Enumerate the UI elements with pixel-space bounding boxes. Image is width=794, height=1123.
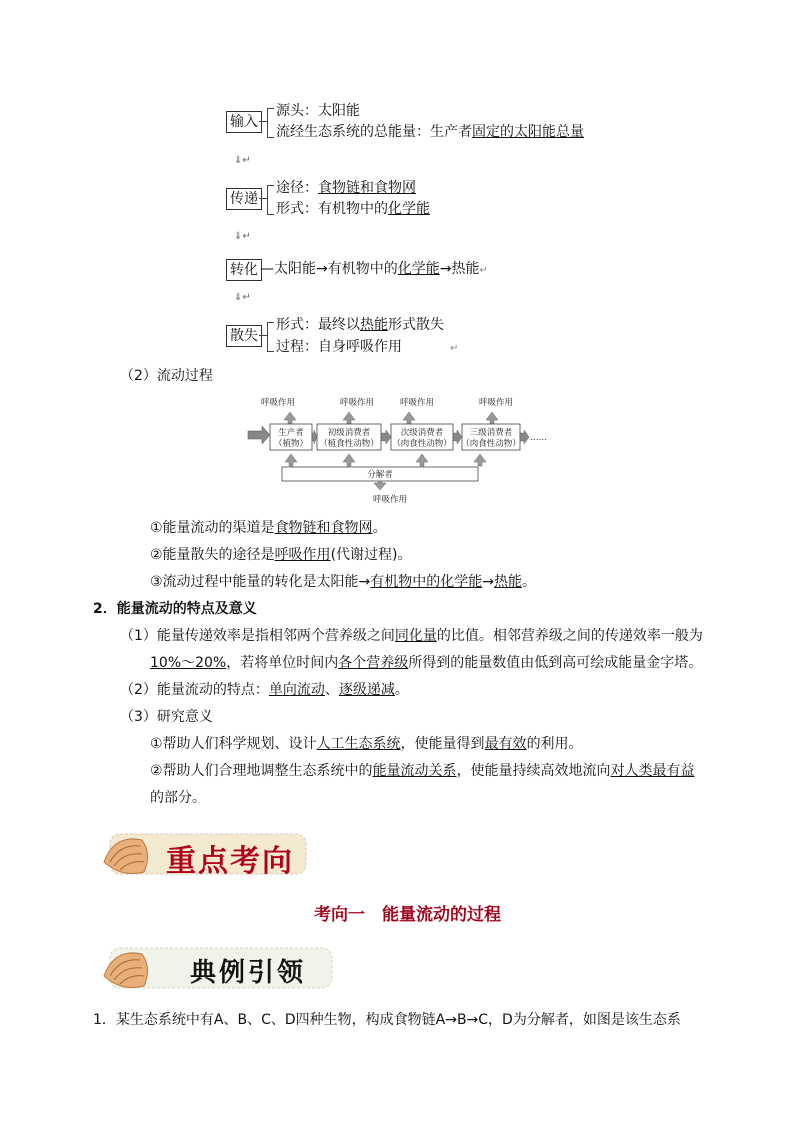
topic-1-title: 考向一 能量流动的过程 xyxy=(314,905,501,925)
up-arrow-icon xyxy=(343,412,355,424)
node-2-line1: 初级消费者 xyxy=(327,428,371,438)
node-1-line1: 生产者 xyxy=(278,428,304,438)
example-title: 典例引领 xyxy=(190,958,307,988)
energy-flow-diagram xyxy=(240,392,550,510)
down-arrow-icon: ⇓↵ xyxy=(234,231,251,242)
loss-box: 散失 xyxy=(226,325,262,347)
respiration-label-bottom: 呼吸作用 xyxy=(372,495,408,505)
node-4-line2: （肉食性动物） xyxy=(461,439,521,449)
respiration-label-1: 呼吸作用 xyxy=(260,398,296,408)
flow-section-title: （2）流动过程 xyxy=(120,368,213,384)
flow-point-2: ②能量散失的途径是呼吸作用(代谢过程)。 xyxy=(150,547,412,563)
up-arrow-icon xyxy=(403,412,415,424)
node-4-line1: 三级消费者 xyxy=(469,428,513,438)
example-banner xyxy=(100,942,336,994)
transfer-box: 传递 xyxy=(226,188,262,210)
input-line2: 流经生态系统的总能量：生产者固定的太阳能总量 xyxy=(276,124,584,140)
respiration-label-4: 呼吸作用 xyxy=(478,398,514,408)
item-2: （2）能量流动的特点：单向流动、逐级递减。 xyxy=(120,682,409,698)
input-line1: 源头：太阳能 xyxy=(276,103,360,119)
down-arrow-icon xyxy=(374,482,386,490)
down-arrow-icon: ⇓↵ xyxy=(234,292,251,303)
transfer-line1: 途径：食物链和食物网 xyxy=(276,180,416,196)
node-3-line1: 次级消费者 xyxy=(400,428,444,438)
transform-line: —太阳能→有机物中的化学能→热能↵ xyxy=(260,261,488,277)
item-1-line1: （1）能量传递效率是指相邻两个营养级之间同化量的比值。相邻营养级之间的传递效率一般为 xyxy=(120,628,703,644)
down-arrow-icon xyxy=(285,454,297,466)
node-2-line2: （植食性动物） xyxy=(319,439,379,449)
transform-box: 转化 xyxy=(226,259,262,281)
key-direction-title: 重点考向 xyxy=(166,844,294,879)
loss-line1: 形式：最终以热能形式散失 xyxy=(276,317,444,333)
item-1-line2: 10%～20%，若将单位时间内各个营养级所得到的能量数值由低到高可绘成能量金字塔。 xyxy=(150,655,703,671)
respiration-label-2: 呼吸作用 xyxy=(339,398,375,408)
respiration-label-3: 呼吸作用 xyxy=(399,398,435,408)
down-arrow-icon xyxy=(474,454,486,466)
transfer-line2: 形式：有机物中的化学能 xyxy=(276,201,430,217)
up-arrow-icon xyxy=(486,412,498,424)
down-arrow-icon xyxy=(416,454,428,466)
flow-point-1: ①能量流动的渠道是食物链和食物网。 xyxy=(150,520,387,536)
item-3: （3）研究意义 xyxy=(120,709,213,725)
down-arrow-icon: ⇓↵ xyxy=(234,155,251,166)
input-box: 输入 xyxy=(226,111,262,133)
sunlight-entry-arrow xyxy=(248,426,270,444)
node-1-line2: （植物） xyxy=(273,439,309,449)
key-direction-banner xyxy=(100,828,310,880)
flow-point-3: ③流动过程中能量的转化是太阳能→有机物中的化学能→热能。 xyxy=(150,574,537,590)
section-2-heading: 2．能量流动的特点及意义 xyxy=(93,601,257,617)
right-arrow-icon xyxy=(381,430,391,444)
right-arrow-icon xyxy=(312,430,317,444)
up-arrow-icon xyxy=(284,412,296,424)
node-3-line2: （肉食性动物） xyxy=(392,439,452,449)
right-arrow-icon xyxy=(520,430,529,444)
meaning-2-line1: ②帮助人们合理地调整生态系统中的能量流动关系，使能量持续高效地流向对人类最有益 xyxy=(150,763,695,779)
meaning-2-line2: 的部分。 xyxy=(150,790,206,806)
down-arrow-icon xyxy=(343,454,355,466)
question-1-text: 1．某生态系统中有A、B、C、D四种生物，构成食物链A→B→C，D为分解者，如图是该生态系 xyxy=(93,1012,681,1028)
meaning-1: ①帮助人们科学规划、设计人工生态系统，使能量得到最有效的利用。 xyxy=(150,736,583,752)
decomposer-label: 分解者 xyxy=(367,470,393,480)
loss-line2: 过程：自身呼吸作用 ↵ xyxy=(276,339,459,355)
continuation-dots: …… xyxy=(530,433,547,443)
